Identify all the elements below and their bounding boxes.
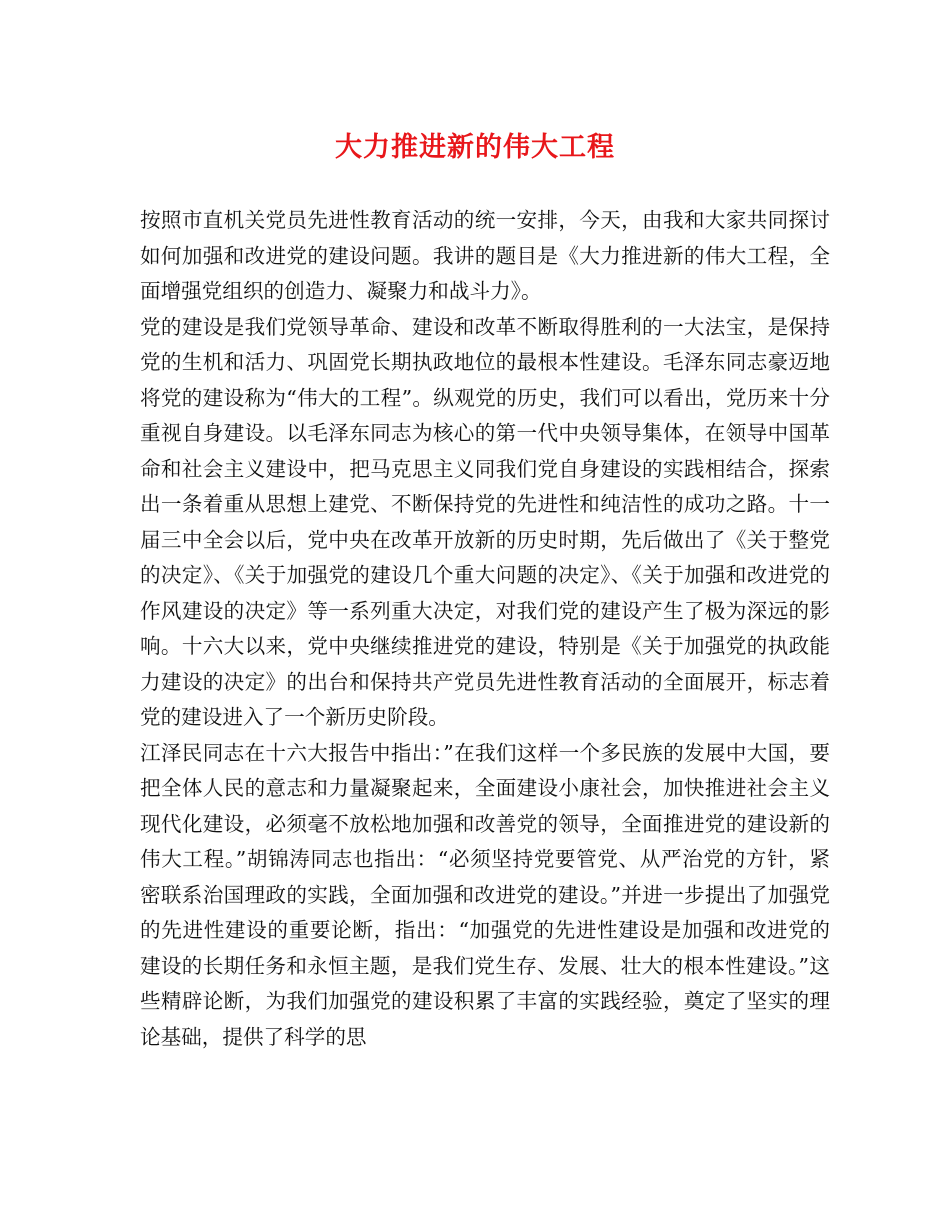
paragraph-quotes: 江泽民同志在十六大报告中指出：”在我们这样一个多民族的发展中大国，要把全体人民的意志和力量凝聚起来，全面建设小康社会，加快推进社会主义现代化建设，必须毫不放松地加强和改善党的领导，全面推进党的建设新的伟大工程。”胡锦涛同志也指出：“必须坚持党要管党、从严治党的方针，紧密联系治国理政的实践，全面加强和改进党的建设。”并进一步提出了加强党的先进性建设的重要论断，指出：“加强党的先进性建设是加强和改进党的建设的长期任务和永恒主题，是我们党生存、发展、壮大的根本性建设。”这些精辟论断，为我们加强党的建设积累了丰富的实践经验，奠定了坚实的理论基础，提供了科学的思: [140, 740, 830, 1049]
document-title: 大力推进新的伟大工程: [335, 132, 615, 163]
paragraph-intro: 按照市直机关党员先进性教育活动的统一安排，今天，由我和大家共同探讨如何加强和改进党的建设问题。我讲的题目是《大力推进新的伟大工程，全面增强党组织的创造力、凝聚力和战斗力》。: [140, 208, 830, 303]
document-body: [140, 203, 830, 1055]
paragraph-party-building: 党的建设是我们党领导革命、建设和改革不断取得胜利的一大法宝，是保持党的生机和活力、巩固党长期执政地位的最根本性建设。毛泽东同志豪迈地将党的建设称为“伟大的工程”。纵观党的历史，我们可以看出，党历来十分重视自身建设。以毛泽东同志为核心的第一代中央领导集体，在领导中国革命和社会主义建设中，把马克思主义同我们党自身建设的实践相结合，探索出一条着重从思想上建党、不断保持党的先进性和纯洁性的成功之路。十一届三中全会以后，党中央在改革开放新的历史时期，先后做出了《关于整党的决定》、《关于加强党的建设几个重大问题的决定》、《关于加强和改进党的作风建设的决定》等一系列重大决定，对我们党的建设产生了极为深远的影响。十六大以来，党中央继续推进党的建设，特别是《关于加强党的执政能力建设的决定》的出台和保持共产党员先进性教育活动的全面展开，标志着党的建设进入了一个新历史阶段。: [140, 314, 830, 729]
